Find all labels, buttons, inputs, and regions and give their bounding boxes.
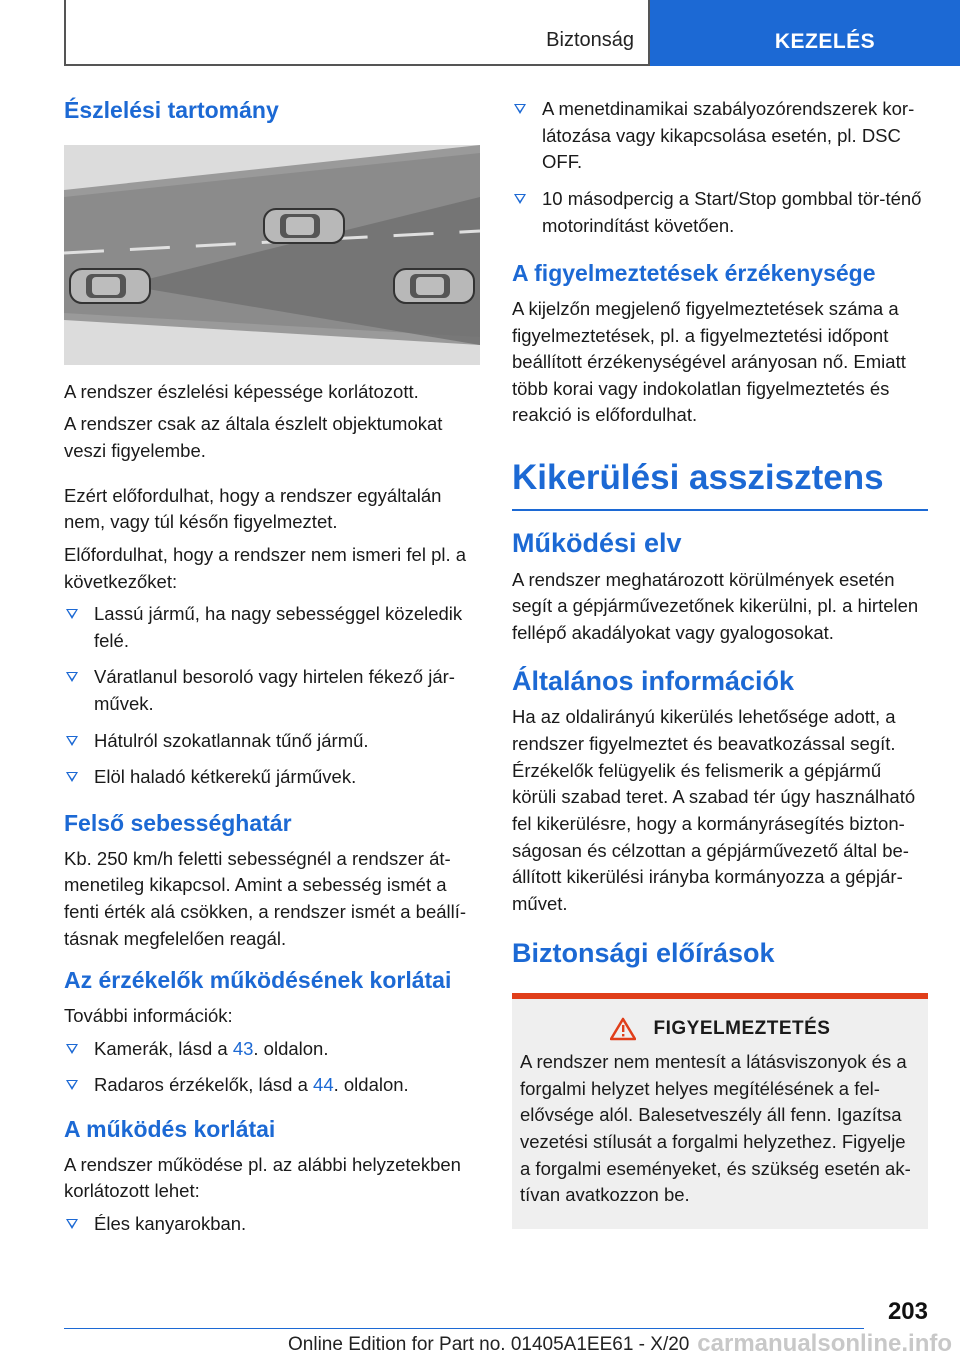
general-info-text: Ha az oldalirányú kikerülés lehetősége adott, a rendszer figyelmeztet és beavatkozással segít. Érzékelők felügyelik és felismerik a gépjármű körüli szabad teret. A szabad tér úgy használható fel kikerülésre, hogy a kormányrásegítés bizton-ságosan és célzottan a gépjárművezető által be-állított kikerülési irányba kormányozza a gépjár-művet.: [512, 706, 916, 914]
bullet-triangle-icon: [66, 736, 78, 746]
page-header: [0, 0, 960, 66]
right-column: [512, 96, 928, 1229]
page-number: 203: [887, 1298, 928, 1325]
car-ahead-icon: [394, 269, 474, 303]
bullet-triangle-icon: [66, 609, 78, 619]
detection-text-3: Ezért előfordulhat, hogy a rendszer egyáltalán nem, vagy túl későn figyelmeztet.: [64, 484, 442, 533]
bullet-triangle-icon: [66, 672, 78, 682]
heading-speed-limit: Felső sebességhatár: [64, 809, 292, 836]
car-adjacent-icon: [264, 209, 344, 243]
page-link-43[interactable]: 43: [232, 1037, 254, 1059]
road-illustration: [64, 145, 480, 365]
sensor-limits-text: További információk:: [64, 1004, 233, 1026]
detection-text-4: Előfordulhat, hogy a rendszer nem ismeri fel pl. a következőket:: [64, 543, 467, 592]
speed-limit-text: Kb. 250 km/h feletti sebességnél a rendszer át-menetileg kikapcsol. Amint a sebesség ismét a fenti érték alá csökken, a rendszer ismét a beállí-tásnak megfelelően reagál.: [64, 847, 467, 949]
list-item: Hátulról szokatlannak tűnő jármű.: [64, 728, 480, 755]
list-item: Elöl haladó kétkerekű járművek.: [64, 764, 480, 791]
warning-text: A rendszer nem mentesít a látásviszonyok és a forgalmi helyzet helyes megítélésének a fel-elővsége alól. Balesetveszély áll fenn. Igazítsa vezetési stílusát a forgalmi helyzethez. Figyelje a forgalmi eseményeket, és szükség esetén ak-tívan avatkozzon be.: [520, 1051, 911, 1206]
not-detected-list: [64, 601, 480, 791]
warning-sensitivity-text: A kijelzőn megjelenő figyelmeztetések száma a figyelmeztetések, pl. a figyelmeztetési időpont beállított érzékenységével arányosan nő. Emiatt több korai vagy indokolatlan figyelmeztetés és reakció is előfordulhat.: [512, 297, 906, 426]
operation-limits-text: A rendszer működése pl. az alábbi helyzetekben korlátozott lehet:: [64, 1153, 461, 1202]
bullet-triangle-icon: [66, 1219, 78, 1229]
list-item: Lassú jármű, ha nagy sebességgel közeledik felé.: [64, 601, 480, 654]
heading-detection-range: Észlelési tartomány: [64, 97, 279, 123]
heading-safety-notes: Biztonsági előírások: [512, 938, 775, 969]
footer-divider: [64, 1328, 864, 1329]
sensor-links-list: [64, 1036, 480, 1099]
operation-limits-list-continued: [512, 96, 928, 239]
header-section-box: [64, 0, 650, 66]
header-chapter-label: KEZELÉS: [774, 30, 876, 53]
detection-text-1: A rendszer észlelési képessége korlátozott.: [64, 380, 419, 402]
list-item: Kamerák, lásd a 43. oldalon.: [64, 1036, 480, 1063]
bullet-triangle-icon: [66, 1044, 78, 1054]
bullet-triangle-icon: [514, 194, 526, 204]
footer-watermark: carmanualsonline.info: [697, 1330, 952, 1357]
heading-warning-sensitivity: A figyelmeztetések érzékenysége: [512, 260, 876, 287]
list-item: Éles kanyarokban.: [64, 1211, 480, 1238]
operation-limits-list: [64, 1211, 480, 1238]
list-item: 10 másodpercig a Start/Stop gombbal tör-ténő motorindítást követően.: [512, 186, 928, 239]
header-section-title: Biztonság: [546, 29, 634, 51]
heading-evasion-assistant: Kikerülési asszisztens: [512, 457, 928, 511]
warning-box: [512, 993, 928, 1229]
principle-text: A rendszer meghatározott körülmények esetén segít a gépjárművezetőnek kikerülni, pl. a hirtelen fellépő akadályokat vagy gyalogosokat.: [512, 568, 919, 643]
header-chapter-tab: [650, 0, 960, 66]
bullet-triangle-icon: [66, 772, 78, 782]
heading-general-info: Általános információk: [512, 665, 795, 696]
detection-text-2: A rendszer csak az általa észlelt objektumokat veszi figyelembe.: [64, 413, 443, 461]
heading-principle: Működési elv: [512, 528, 682, 558]
footer-edition: Online Edition for Part no. 01405A1EE61 - X/20: [288, 1334, 690, 1355]
warning-title: FIGYELMEZTETÉS: [653, 1018, 831, 1040]
list-item: A menetdinamikai szabályozórendszerek kor-látozása vagy kikapcsolása esetén, pl. DSC OFF.: [512, 96, 928, 176]
warning-triangle-icon: [610, 1017, 636, 1041]
detection-range-figure: [64, 145, 480, 365]
car-ego-icon: [70, 269, 150, 303]
warning-header: [520, 1017, 920, 1041]
list-item: Váratlanul besoroló vagy hirtelen fékező jár-művek.: [64, 664, 480, 717]
page-link-44[interactable]: 44: [313, 1074, 334, 1096]
heading-sensor-limits: Az érzékelők működésének korlátai: [64, 967, 452, 994]
bullet-triangle-icon: [514, 104, 526, 114]
list-item: Radaros érzékelők, lásd a 44. oldalon.: [64, 1072, 480, 1099]
heading-operation-limits: A működés korlátai: [64, 1115, 276, 1142]
left-column: [64, 96, 480, 1247]
bullet-triangle-icon: [66, 1080, 78, 1090]
